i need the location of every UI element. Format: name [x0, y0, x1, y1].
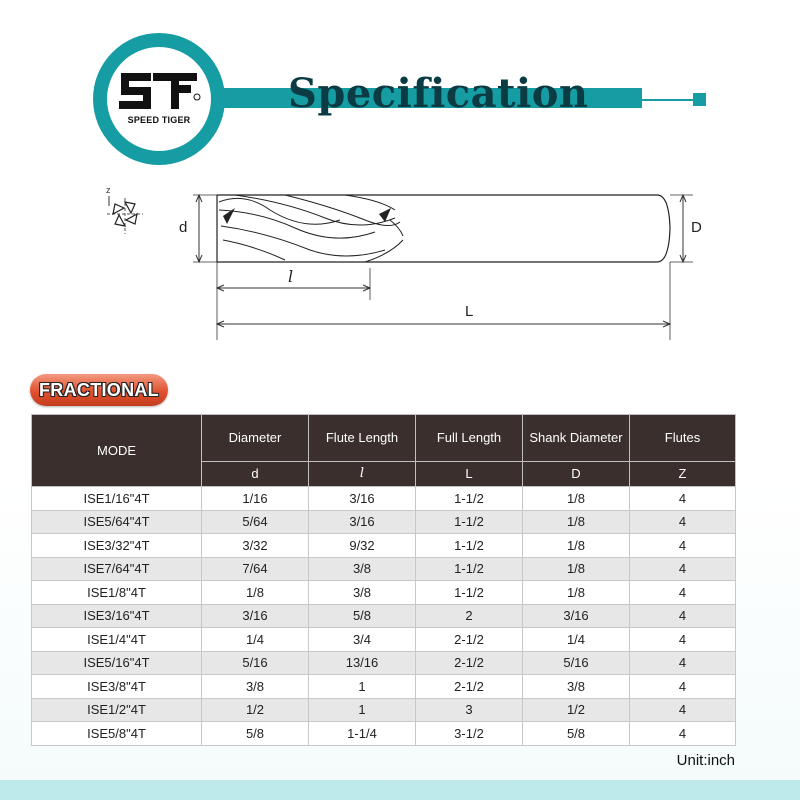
- page-title: Specification: [288, 70, 589, 117]
- cell-full-length: 1-1/2: [416, 487, 523, 511]
- header-mode: MODE: [32, 415, 202, 487]
- cell-full-length: 1-1/2: [416, 557, 523, 581]
- cell-flutes: 4: [630, 534, 736, 558]
- cell-shank-diameter: 3/8: [523, 675, 630, 699]
- cell-shank-diameter: 1/8: [523, 557, 630, 581]
- cell-mode: ISE1/4"4T: [32, 628, 202, 652]
- D-label: D: [691, 219, 702, 236]
- cell-shank-diameter: 5/16: [523, 651, 630, 675]
- cell-shank-diameter: 5/8: [523, 722, 630, 746]
- d-label: d: [179, 219, 188, 236]
- table-row: [32, 628, 736, 652]
- speed-tiger-logo-mark: [117, 65, 201, 115]
- table-row: [32, 651, 736, 675]
- cell-mode: ISE7/64"4T: [32, 557, 202, 581]
- cell-flutes: 4: [630, 581, 736, 605]
- cell-diameter: 5/16: [202, 651, 309, 675]
- cell-full-length: 2-1/2: [416, 651, 523, 675]
- table-row: [32, 675, 736, 699]
- symbol-full-length: L: [416, 462, 523, 487]
- cell-diameter: 1/2: [202, 698, 309, 722]
- brand-name: SPEED TIGER: [127, 115, 191, 125]
- cell-flute-length: 5/8: [309, 604, 416, 628]
- cell-flutes: 4: [630, 628, 736, 652]
- cell-full-length: 1-1/2: [416, 534, 523, 558]
- cell-diameter: 3/32: [202, 534, 309, 558]
- l-label: l: [288, 267, 294, 286]
- header-diameter: Diameter: [202, 415, 309, 462]
- cell-full-length: 2-1/2: [416, 628, 523, 652]
- cell-shank-diameter: 3/16: [523, 604, 630, 628]
- cell-shank-diameter: 1/8: [523, 534, 630, 558]
- symbol-shank-diameter: D: [523, 462, 630, 487]
- end-mill-outline: [217, 195, 670, 262]
- spec-table-body: [32, 487, 736, 746]
- cell-shank-diameter: 1/4: [523, 628, 630, 652]
- cell-flutes: 4: [630, 698, 736, 722]
- cell-flutes: 4: [630, 510, 736, 534]
- cell-flutes: 4: [630, 557, 736, 581]
- cell-shank-diameter: 1/8: [523, 487, 630, 511]
- cell-flute-length: 3/8: [309, 557, 416, 581]
- cell-full-length: 3-1/2: [416, 722, 523, 746]
- cell-shank-diameter: 1/8: [523, 510, 630, 534]
- table-row: [32, 534, 736, 558]
- cell-shank-diameter: 1/8: [523, 581, 630, 605]
- table-row: [32, 487, 736, 511]
- header-flutes: Flutes: [630, 415, 736, 462]
- cell-mode: ISE5/16"4T: [32, 651, 202, 675]
- L-label: L: [465, 303, 474, 320]
- cell-mode: ISE3/8"4T: [32, 675, 202, 699]
- cell-diameter: 5/8: [202, 722, 309, 746]
- bottom-band: [0, 780, 800, 800]
- symbol-diameter: d: [202, 462, 309, 487]
- symbol-flutes: Z: [630, 462, 736, 487]
- cell-diameter: 5/64: [202, 510, 309, 534]
- cell-mode: ISE1/16"4T: [32, 487, 202, 511]
- cell-mode: ISE5/64"4T: [32, 510, 202, 534]
- table-row: [32, 581, 736, 605]
- cell-flute-length: 1: [309, 698, 416, 722]
- z-label: z: [106, 185, 111, 195]
- cell-flute-length: 3/16: [309, 487, 416, 511]
- cell-diameter: 3/16: [202, 604, 309, 628]
- header-full-length: Full Length: [416, 415, 523, 462]
- cell-flutes: 4: [630, 722, 736, 746]
- cell-full-length: 2: [416, 604, 523, 628]
- table-row: [32, 722, 736, 746]
- cell-flutes: 4: [630, 487, 736, 511]
- table-row: [32, 557, 736, 581]
- brand-logo: [93, 33, 225, 165]
- header-shank-diameter: Shank Diameter: [523, 415, 630, 462]
- cell-diameter: 3/8: [202, 675, 309, 699]
- spec-table: [31, 414, 736, 746]
- cell-diameter: 1/16: [202, 487, 309, 511]
- cell-flute-length: 3/8: [309, 581, 416, 605]
- cell-flute-length: 1-1/4: [309, 722, 416, 746]
- header-dot: [693, 93, 706, 106]
- cell-flutes: 4: [630, 651, 736, 675]
- cell-shank-diameter: 1/2: [523, 698, 630, 722]
- cell-diameter: 1/4: [202, 628, 309, 652]
- cross-section-icon: [106, 185, 143, 234]
- cell-full-length: 1-1/2: [416, 510, 523, 534]
- cell-mode: ISE3/16"4T: [32, 604, 202, 628]
- cell-diameter: 7/64: [202, 557, 309, 581]
- cell-flute-length: 9/32: [309, 534, 416, 558]
- cell-mode: ISE1/2"4T: [32, 698, 202, 722]
- table-row: [32, 510, 736, 534]
- cell-flutes: 4: [630, 604, 736, 628]
- cell-mode: ISE5/8"4T: [32, 722, 202, 746]
- cell-flute-length: 3/16: [309, 510, 416, 534]
- fractional-label: FRACTIONAL: [39, 380, 159, 400]
- cell-mode: ISE3/32"4T: [32, 534, 202, 558]
- cell-full-length: 2-1/2: [416, 675, 523, 699]
- cell-flute-length: 1: [309, 675, 416, 699]
- fractional-badge: [30, 374, 168, 406]
- header-flute-length: Flute Length: [309, 415, 416, 462]
- header-line: [640, 99, 696, 101]
- cell-flute-length: 3/4: [309, 628, 416, 652]
- cell-flutes: 4: [630, 675, 736, 699]
- cell-mode: ISE1/8"4T: [32, 581, 202, 605]
- cell-full-length: 3: [416, 698, 523, 722]
- table-row: [32, 604, 736, 628]
- cell-diameter: 1/8: [202, 581, 309, 605]
- table-row: [32, 698, 736, 722]
- cell-flute-length: 13/16: [309, 651, 416, 675]
- cell-full-length: 1-1/2: [416, 581, 523, 605]
- end-mill-drawing: [95, 180, 715, 350]
- unit-label: Unit:inch: [676, 752, 735, 769]
- symbol-flute-length: l: [309, 462, 416, 487]
